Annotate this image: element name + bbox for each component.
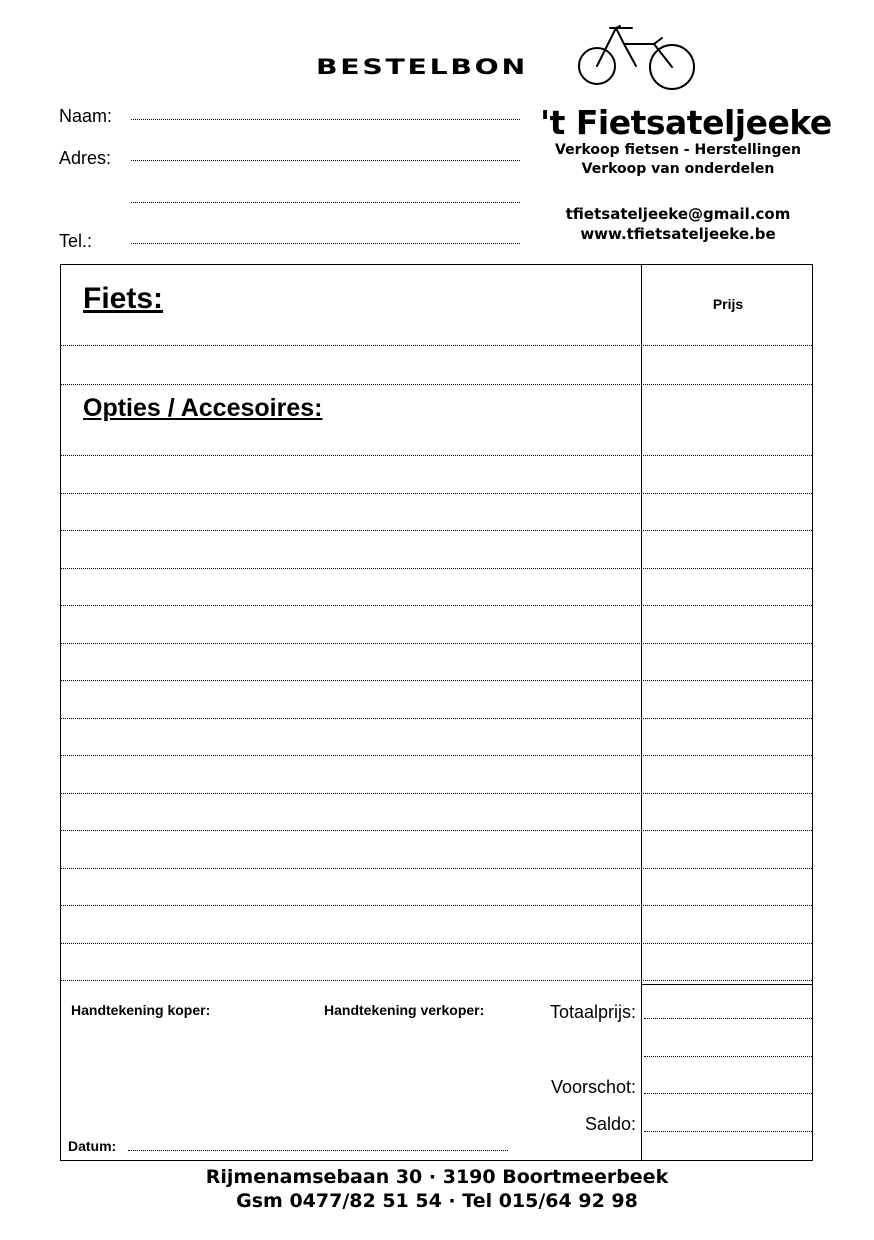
total-label: Totaalprijs: xyxy=(549,1002,636,1022)
name-field[interactable] xyxy=(131,119,520,120)
shop-website: www.tfietsateljeeke.be xyxy=(580,225,776,243)
order-line-2[interactable] xyxy=(61,384,812,385)
order-line-12[interactable] xyxy=(61,793,812,794)
order-line-1[interactable] xyxy=(61,345,812,346)
order-line-7[interactable] xyxy=(61,605,812,606)
shop-tagline-2: Verkoop van onderdelen xyxy=(581,161,775,177)
form-title: BESTELBON xyxy=(316,55,528,79)
order-line-10[interactable] xyxy=(61,718,812,719)
date-label: Datum: xyxy=(68,1138,117,1154)
address-label: Adres: xyxy=(59,148,112,168)
price-header: Prijs xyxy=(712,296,744,312)
order-line-5[interactable] xyxy=(61,530,812,531)
footer-phone: Gsm 0477/82 51 54 · Tel 015/64 92 98 xyxy=(236,1190,638,1212)
totals-field-4[interactable] xyxy=(644,1131,812,1132)
bike-heading: Fiets: xyxy=(83,282,164,315)
buyer-signature-label: Handtekening koper: xyxy=(71,1002,211,1018)
price-column-divider xyxy=(641,264,642,1161)
bicycle-icon xyxy=(576,24,700,94)
order-line-15[interactable] xyxy=(61,905,812,906)
order-line-13[interactable] xyxy=(61,830,812,831)
order-line-17[interactable] xyxy=(61,980,812,981)
shop-name: 't Fietsateljeeke xyxy=(540,103,832,142)
date-field[interactable] xyxy=(128,1150,508,1151)
footer-address: Rijmenamsebaan 30 · 3190 Boortmeerbeek xyxy=(205,1166,669,1188)
order-line-14[interactable] xyxy=(61,868,812,869)
balance-label: Saldo: xyxy=(584,1114,636,1134)
shop-tagline-1: Verkoop fietsen - Herstellingen xyxy=(555,142,801,158)
seller-signature-label: Handtekening verkoper: xyxy=(324,1002,485,1018)
order-line-9[interactable] xyxy=(61,680,812,681)
options-heading: Opties / Accesoires: xyxy=(83,394,323,422)
totals-field-1[interactable] xyxy=(644,1018,812,1019)
shop-email: tfietsateljeeke@gmail.com xyxy=(565,205,791,223)
order-line-4[interactable] xyxy=(61,493,812,494)
order-line-3[interactable] xyxy=(61,455,812,456)
phone-field[interactable] xyxy=(131,243,520,244)
totals-field-3[interactable] xyxy=(644,1093,812,1094)
order-line-16[interactable] xyxy=(61,943,812,944)
address-field-line-1[interactable] xyxy=(131,160,520,161)
order-line-6[interactable] xyxy=(61,568,812,569)
totals-field-2[interactable] xyxy=(644,1056,812,1057)
totals-separator xyxy=(641,984,813,985)
order-line-8[interactable] xyxy=(61,643,812,644)
name-label: Naam: xyxy=(59,106,113,126)
phone-label: Tel.: xyxy=(59,231,93,251)
address-field-line-2[interactable] xyxy=(131,202,520,203)
order-line-11[interactable] xyxy=(61,755,812,756)
deposit-label: Voorschot: xyxy=(550,1077,636,1097)
